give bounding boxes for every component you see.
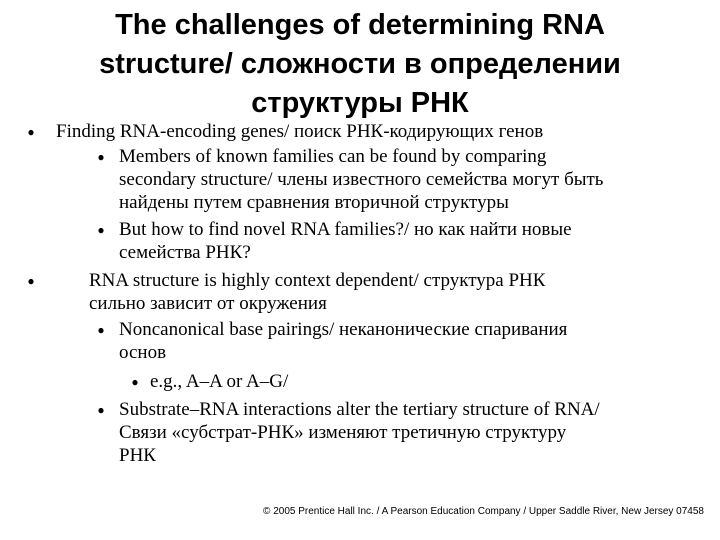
bullet-text — [119, 398, 600, 467]
bullet-text — [119, 145, 603, 214]
copyright-footer: © 2005 Prentice Hall Inc. / A Pearson Education Company / Upper Saddle River, New Jersey 07458 — [263, 506, 704, 517]
bullet-icon: ⦁ — [98, 150, 105, 164]
bullet-item-level2 — [98, 398, 600, 467]
title-line: structure/ сложности в определении — [99, 48, 621, 80]
bullet-text-line: Noncanonical base pairings/ неканонические спаривания — [119, 319, 568, 340]
bullet-text-line: основ — [119, 342, 167, 363]
bullet-text-line: e.g., A–A or A–G/ — [150, 371, 289, 392]
bullet-text — [89, 269, 545, 315]
bullet-item-level2 — [98, 318, 568, 364]
bullet-text-line: семейства РНК? — [119, 242, 251, 263]
bullet-item-level2 — [98, 145, 604, 214]
bullet-text-line: RNA structure is highly context dependent/ структура РНК — [89, 270, 546, 291]
bullet-text-line: Substrate–RNA interactions alter the tertiary structure of RNA/ — [119, 399, 600, 420]
bullet-text-line: Связи «субстрат-РНК» изменяют третичную структуру — [119, 422, 567, 443]
title-line: The challenges of determining RNA — [115, 9, 605, 41]
bullet-icon: ⦁ — [98, 323, 105, 337]
bullet-item-level2 — [98, 218, 572, 264]
bullet-text-line: РНК — [119, 445, 156, 466]
bullet-text-line: найдены путем сравнения вторичной структуры — [119, 192, 509, 213]
bullet-item-level1 — [28, 120, 544, 143]
title-line: структуры РНК — [251, 87, 469, 119]
bullet-text — [119, 218, 572, 264]
bullet-icon: ⦁ — [28, 274, 35, 288]
bullet-icon: ⦁ — [98, 223, 105, 237]
bullet-text — [56, 120, 543, 143]
bullet-text — [119, 318, 567, 364]
bullet-icon: ⦁ — [132, 375, 139, 389]
bullet-text-line: сильно зависит от окружения — [89, 293, 327, 314]
bullet-text-line: Members of known families can be found by comparing — [119, 146, 547, 167]
bullet-item-level1 — [28, 269, 546, 315]
bullet-icon: ⦁ — [98, 403, 105, 417]
bullet-icon: ⦁ — [28, 125, 35, 139]
bullet-item-level3 — [132, 370, 289, 393]
bullet-text-line: But how to find novel RNA families?/ но как найти новые — [119, 219, 572, 240]
bullet-text-line: Finding RNA-encoding genes/ поиск РНК-кодирующих генов — [56, 121, 544, 142]
bullet-text — [150, 370, 288, 393]
bullet-text-line: secondary structure/ члены известного семейства могут быть — [119, 169, 604, 190]
